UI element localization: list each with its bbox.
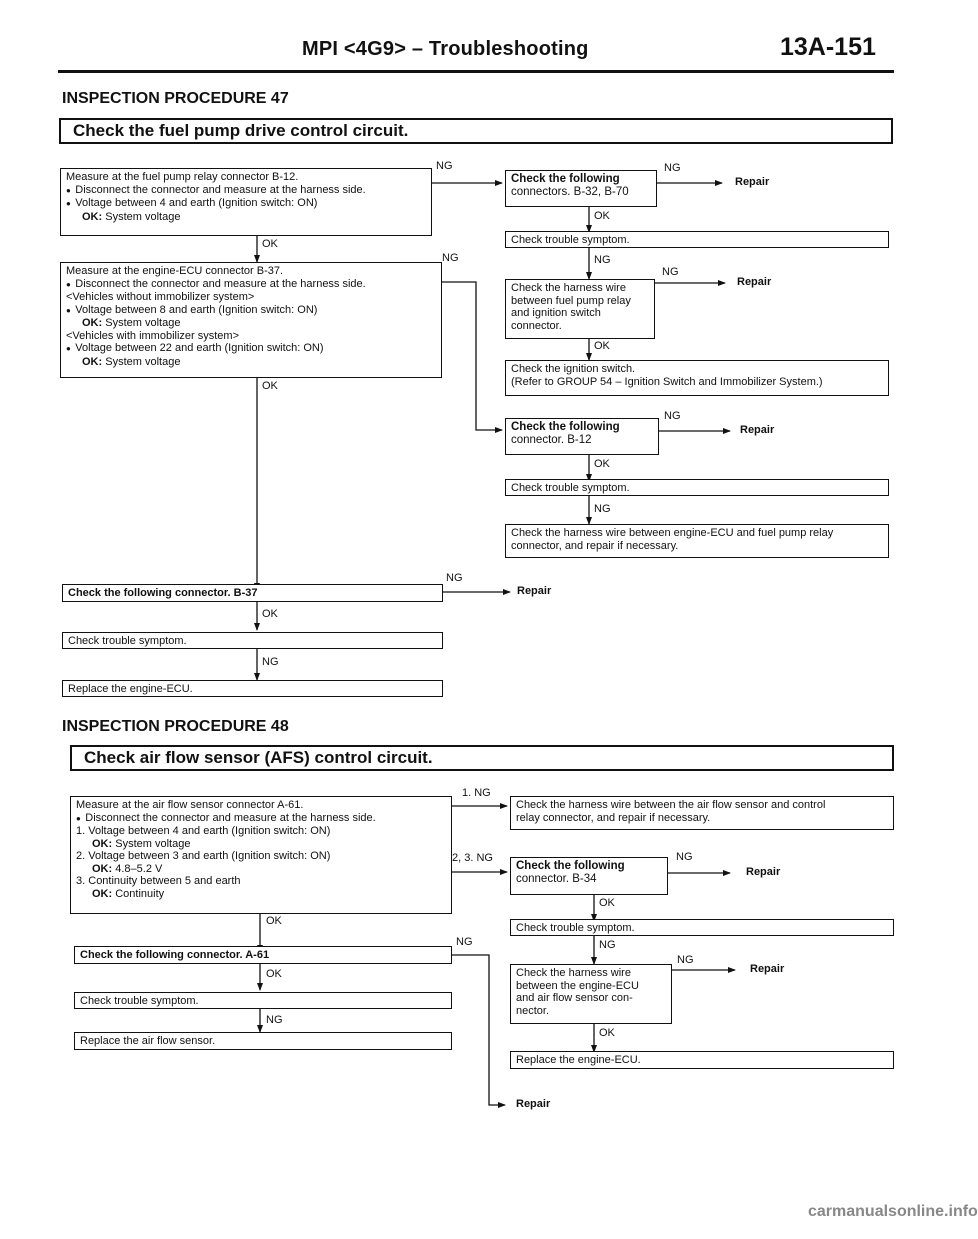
p48-ok-label-r1: OK bbox=[599, 897, 615, 909]
p47-ok-label-r1: OK bbox=[594, 210, 610, 222]
p47-check-harness-relay-ignition: Check the harness wire between fuel pump relay and ignition switch connector. bbox=[505, 279, 655, 339]
p48-check-symptom-r1: Check trouble symptom. bbox=[510, 919, 894, 936]
p48-measure-afs-box: Measure at the air flow sensor connector A-61. ● Disconnect the connector and measure at the harness side. 1. Voltage between 4 and earth (Ignition switch: ON) OK: System voltage 2. Voltage between 3 and earth (Ignition switch: ON) OK: 4.8–5.2 V 3. Continuity between 5 and earth OK: Continuity bbox=[70, 796, 452, 914]
p48-replace-ecu: Replace the engine-ECU. bbox=[510, 1051, 894, 1069]
p48-ng-label-2: NG bbox=[266, 1014, 283, 1026]
p47-check-symptom-r1: Check trouble symptom. bbox=[505, 231, 889, 248]
p48-ng-label-r3: NG bbox=[677, 954, 694, 966]
p48-ng1-label: 1. NG bbox=[462, 787, 491, 799]
p48-check-connector-a61: Check the following connector. A-61 bbox=[74, 946, 452, 964]
p47-measure-relay-box: Measure at the fuel pump relay connector B-12. ● Disconnect the connector and measure at the harness side. ● Voltage between 4 and earth (Ignition switch: ON) OK: System voltage bbox=[60, 168, 432, 236]
watermark-footer: carmanualsonline.info bbox=[808, 1203, 978, 1220]
p47-replace-ecu: Replace the engine-ECU. bbox=[62, 680, 443, 697]
p47-check-connector-b37: Check the following connector. B-37 bbox=[62, 584, 443, 602]
p47-ok-label-r3: OK bbox=[594, 458, 610, 470]
p48-repair-2: Repair bbox=[750, 963, 785, 975]
procedure-48-heading: INSPECTION PROCEDURE 48 bbox=[62, 718, 289, 735]
p48-ok-label-1: OK bbox=[266, 915, 282, 927]
p47-repair-2: Repair bbox=[737, 276, 772, 288]
p48-ok-label-r2: OK bbox=[599, 1027, 615, 1039]
p48-ng-label-r1: NG bbox=[676, 851, 693, 863]
p48-check-symptom-left: Check trouble symptom. bbox=[74, 992, 452, 1009]
p48-replace-afs: Replace the air flow sensor. bbox=[74, 1032, 452, 1050]
p47-ok-label-1: OK bbox=[262, 238, 278, 250]
p47-ng-label-4: NG bbox=[262, 656, 279, 668]
p48-check-connector-b34: Check the following connector. B-34 bbox=[510, 857, 668, 895]
p48-repair-1: Repair bbox=[746, 866, 781, 878]
p47-ok-label-2: OK bbox=[262, 380, 278, 392]
procedure-47-banner: Check the fuel pump drive control circuit. bbox=[59, 118, 893, 144]
p47-ng-label-r5: NG bbox=[594, 503, 611, 515]
p48-check-harness-ecu-afs: Check the harness wire between the engine-ECU and air flow sensor con- nector. bbox=[510, 964, 672, 1024]
p47-check-connectors-b32-b70: Check the following connectors. B-32, B-70 bbox=[505, 170, 657, 207]
p47-ng-label-r4: NG bbox=[664, 410, 681, 422]
p47-ng-label-r2: NG bbox=[594, 254, 611, 266]
p47-ng-label-1: NG bbox=[436, 160, 453, 172]
p48-ng-label-1: NG bbox=[456, 936, 473, 948]
p47-measure-ecu-box: Measure at the engine-ECU connector B-37. ● Disconnect the connector and measure at the harness side. <Vehicles without immobilizer system> ● Voltage between 8 and earth (Ignition switch: ON) OK: System voltage <Vehicles with immobilizer system> ● Voltage between 22 and earth (Ignition switch: ON) OK: System voltage bbox=[60, 262, 442, 378]
p47-repair-1: Repair bbox=[735, 176, 770, 188]
p48-repair-3: Repair bbox=[516, 1098, 551, 1110]
page-title: MPI <4G9> – Troubleshooting bbox=[302, 38, 589, 60]
p47-ok-label-r2: OK bbox=[594, 340, 610, 352]
p48-check-harness-afs-relay: Check the harness wire between the air flow sensor and control relay connector, and repair if necessary. bbox=[510, 796, 894, 830]
p48-ng23-label: 2, 3. NG bbox=[452, 852, 493, 864]
p47-ng-label-2: NG bbox=[442, 252, 459, 264]
p47-ok-label-3: OK bbox=[262, 608, 278, 620]
p47-repair-3: Repair bbox=[740, 424, 775, 436]
procedure-47-heading: INSPECTION PROCEDURE 47 bbox=[62, 90, 289, 107]
p47-check-symptom-left: Check trouble symptom. bbox=[62, 632, 443, 649]
p47-check-harness-ecu-relay: Check the harness wire between engine-ECU and fuel pump relay connector, and repair if necessary. bbox=[505, 524, 889, 558]
p47-repair-4: Repair bbox=[517, 585, 552, 597]
page-number: 13A-151 bbox=[780, 33, 876, 61]
p48-ok-label-2: OK bbox=[266, 968, 282, 980]
p48-ng-label-r2: NG bbox=[599, 939, 616, 951]
p47-ng-label-r1: NG bbox=[664, 162, 681, 174]
p47-ng-label-3: NG bbox=[446, 572, 463, 584]
p47-check-symptom-r2: Check trouble symptom. bbox=[505, 479, 889, 496]
procedure-48-banner: Check air flow sensor (AFS) control circuit. bbox=[70, 745, 894, 771]
p47-ng-label-r3: NG bbox=[662, 266, 679, 278]
p47-check-ignition-switch: Check the ignition switch. (Refer to GROUP 54 – Ignition Switch and Immobilizer System.) bbox=[505, 360, 889, 396]
p47-check-connector-b12: Check the following connector. B-12 bbox=[505, 418, 659, 455]
